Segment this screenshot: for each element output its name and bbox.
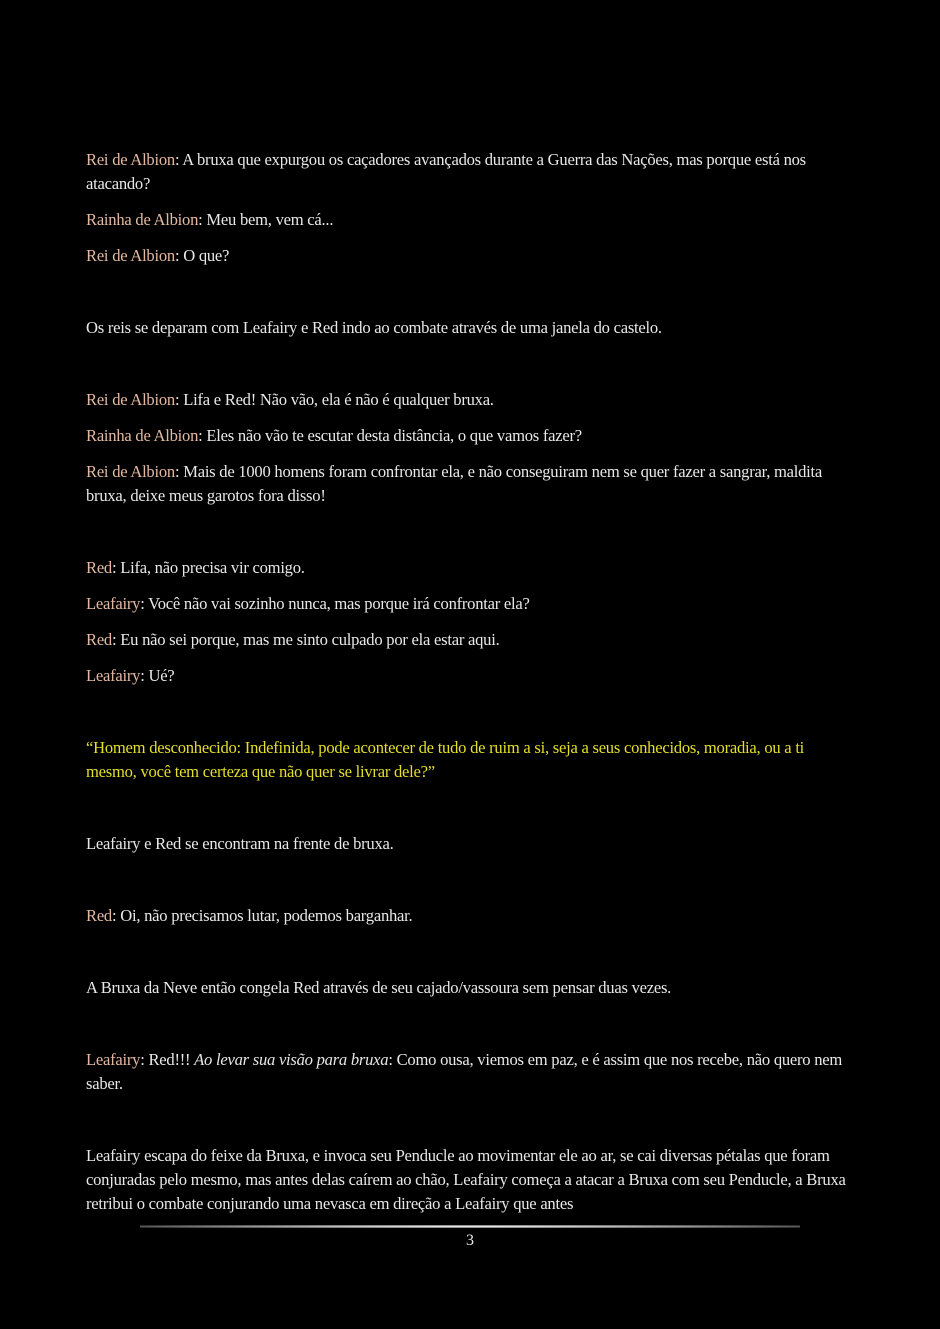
dialogue-line [86, 244, 856, 268]
dialogue-line [86, 592, 856, 616]
speaker-name: Leafairy [86, 666, 141, 685]
narration: Leafairy e Red se encontram na frente de bruxa. [86, 834, 394, 853]
stage-direction: Ao levar sua visão para bruxa [194, 1050, 389, 1069]
dialogue-line [86, 460, 856, 508]
speaker-name: Red [86, 906, 112, 925]
dialogue-text: : Ué? [140, 666, 175, 685]
speaker-name: Rei de Albion [86, 462, 175, 481]
speaker-name: Leafairy [86, 1050, 141, 1069]
speaker-name: Red [86, 558, 112, 577]
dialogue-line [86, 388, 856, 412]
dialogue-text: : Você não vai sozinho nunca, mas porque irá confrontar ela? [140, 594, 530, 613]
dialogue-line [86, 1048, 856, 1096]
narration: A Bruxa da Neve então congela Red através de seu cajado/vassoura sem pensar duas vezes. [86, 978, 672, 997]
dialogue-text: : Mais de 1000 homens foram confrontar ela, e não conseguiram nem se quer fazer a sangrar, maldita bruxa, deixe meus garotos fora disso! [86, 462, 823, 505]
quote-paragraph: “Homem desconhecido: Indefinida, pode acontecer de tudo de ruim a si, seja a seus conhecidos, moradia, ou a ti mesmo, você tem certeza que não quer se livrar dele?” [86, 738, 805, 781]
speaker-name: Rainha de Albion [86, 210, 199, 229]
dialogue-line [86, 148, 856, 196]
dialogue-text: : O que? [174, 246, 230, 265]
speaker-name: Rei de Albion [86, 246, 175, 265]
dialogue-text: : Oi, não precisamos lutar, podemos barganhar. [111, 906, 413, 925]
dialogue-text: : Lifa e Red! Não vão, ela é não é qualquer bruxa. [174, 390, 494, 409]
document-body [86, 148, 856, 1216]
dialogue-text: : Eu não sei porque, mas me sinto culpado por ela estar aqui. [111, 630, 500, 649]
speaker-name: Red [86, 630, 112, 649]
speaker-name: Rei de Albion [86, 150, 175, 169]
dialogue-line [86, 556, 856, 580]
dialogue-text: : Red!!! [140, 1050, 195, 1069]
dialogue-line [86, 424, 856, 448]
footer-divider [140, 1225, 800, 1228]
narration: Leafairy escapa do feixe da Bruxa, e invoca seu Penducle ao movimentar ele ao ar, se cai diversas pétalas que foram conjuradas pelo mesmo, mas antes delas caírem ao chão, Leafairy começa a atacar a Bruxa com seu Penducle, a Bruxa retribui o combate conjurando uma nevasca em direção a Leafairy que antes [86, 1146, 846, 1213]
dialogue-text: : Eles não vão te escutar desta distância, o que vamos fazer? [198, 426, 582, 445]
dialogue-line [86, 628, 856, 652]
dialogue-text: : Como ousa, viemos em paz, e é assim que nos recebe, não quero nem saber. [86, 1050, 843, 1093]
speaker-name: Rainha de Albion [86, 426, 199, 445]
dialogue-text: : Lifa, não precisa vir comigo. [111, 558, 305, 577]
speaker-name: Rei de Albion [86, 390, 175, 409]
dialogue-line [86, 208, 856, 232]
dialogue-text: : A bruxa que expurgou os caçadores avançados durante a Guerra das Nações, mas porque está nos atacando? [86, 150, 806, 193]
page-number: 3 [466, 1232, 474, 1249]
dialogue-line [86, 904, 856, 928]
speaker-name: Leafairy [86, 594, 141, 613]
narration: Os reis se deparam com Leafairy e Red indo ao combate através de uma janela do castelo. [86, 318, 662, 337]
dialogue-line [86, 664, 856, 688]
dialogue-text: : Meu bem, vem cá... [198, 210, 334, 229]
